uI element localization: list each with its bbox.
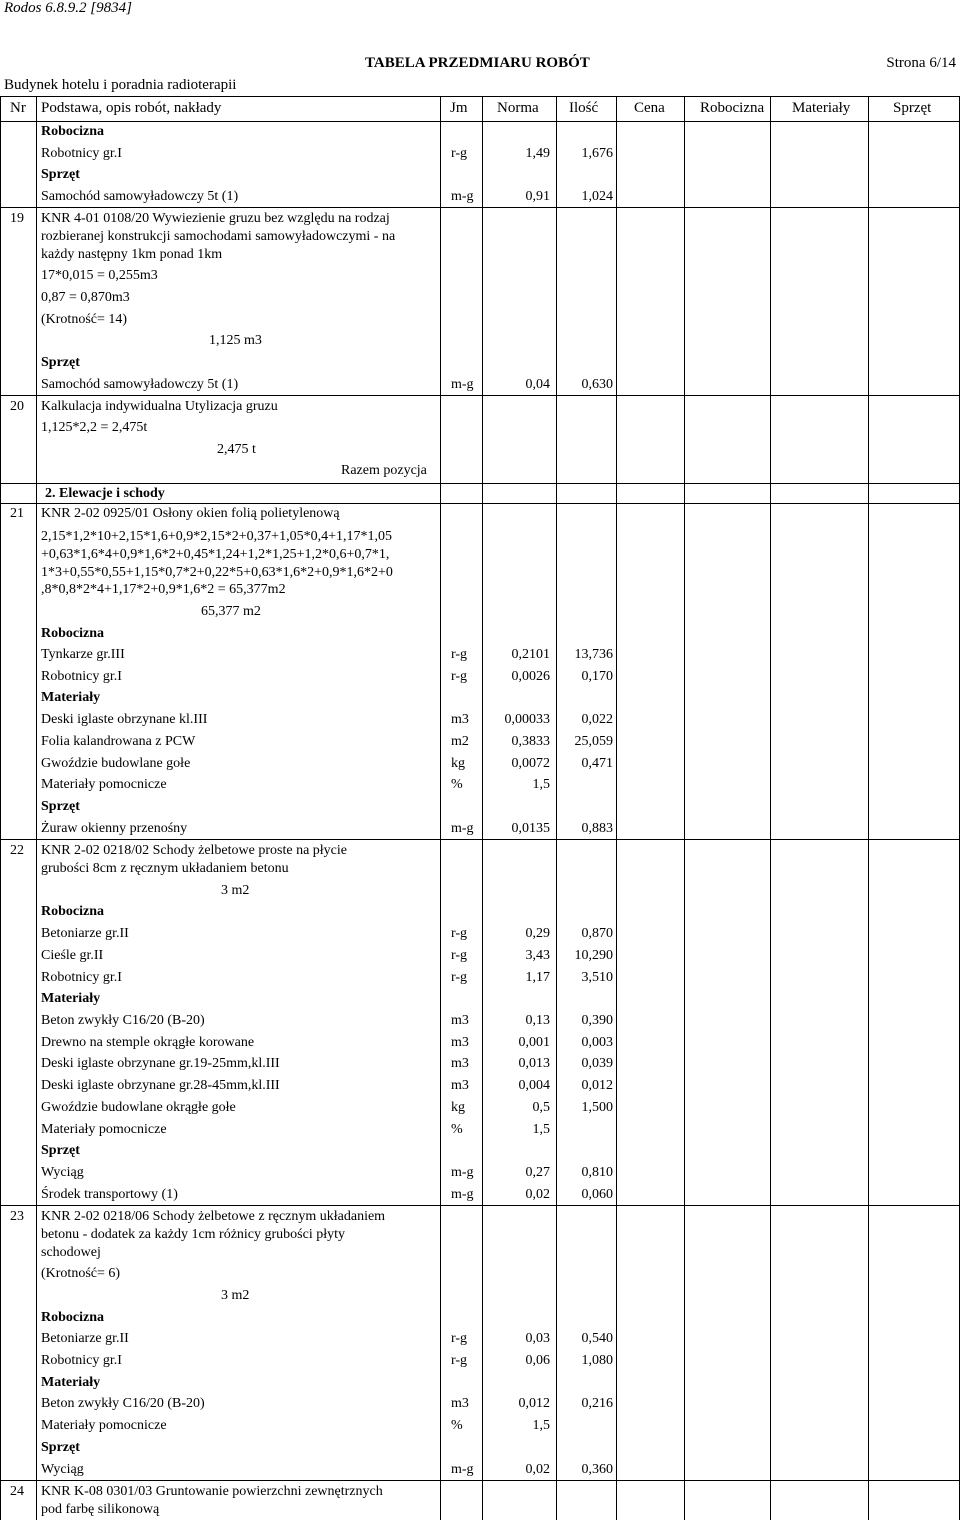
- row-norm: 0,012: [518, 1396, 550, 1411]
- section-label: Materiały: [41, 991, 101, 1006]
- row-norm: 0,2101: [511, 647, 550, 662]
- row-description: Wyciąg: [41, 1165, 84, 1180]
- row-description: schodowej: [41, 1245, 101, 1260]
- row-number: 19: [10, 211, 24, 226]
- row-norm: 0,02: [525, 1187, 550, 1202]
- row-description: Robotnicy gr.I: [41, 669, 122, 684]
- row-description: (Krotność= 6): [41, 1266, 121, 1281]
- col-description: Podstawa, opis robót, nakłady: [41, 100, 222, 116]
- row-description: Drewno na stemple okrągłe korowane: [41, 1035, 255, 1050]
- row-norm: 3,43: [525, 948, 550, 963]
- position-divider: [0, 395, 960, 396]
- row-quantity: 1,500: [581, 1100, 613, 1115]
- row-description: Robotnicy gr.I: [41, 146, 122, 161]
- row-norm: 0,29: [525, 926, 550, 941]
- row-number: 21: [10, 506, 24, 521]
- row-unit: m2: [451, 734, 469, 749]
- row-unit: r-g: [451, 647, 468, 662]
- document-title: TABELA PRZEDMIARU ROBÓT: [365, 55, 590, 71]
- row-unit: %: [451, 1122, 463, 1137]
- col-materials: Materiały: [792, 100, 851, 116]
- section-label: Robocizna: [41, 1310, 104, 1325]
- column-divider: [440, 96, 441, 1520]
- row-norm: 0,06: [525, 1353, 550, 1368]
- row-unit: r-g: [451, 669, 468, 684]
- row-description: 17*0,015 = 0,255m3: [41, 268, 158, 283]
- row-norm: 0,27: [525, 1165, 550, 1180]
- row-unit: m3: [451, 1396, 469, 1411]
- row-divider: [0, 121, 960, 122]
- row-quantity: 0,390: [581, 1013, 613, 1028]
- section-label: Robocizna: [41, 124, 104, 139]
- position-divider: [0, 1480, 960, 1481]
- row-norm: 0,0135: [511, 821, 550, 836]
- row-norm: 0,00033: [504, 712, 550, 727]
- row-quantity: 0,810: [581, 1165, 613, 1180]
- row-description: 2,475 t: [217, 442, 256, 457]
- col-nr: Nr: [10, 100, 26, 116]
- row-description: 3 m2: [221, 1288, 250, 1303]
- row-unit: kg: [451, 756, 465, 771]
- row-norm: 0,013: [518, 1056, 550, 1071]
- row-description: KNR 4-01 0108/20 Wywiezienie gruzu bez względu na rodzaj: [41, 211, 390, 226]
- row-description: Żuraw okienny przenośny: [41, 821, 188, 836]
- row-description: Deski iglaste obrzynane gr.19-25mm,kl.III: [41, 1056, 280, 1071]
- section-label: Sprzęt: [41, 799, 80, 814]
- column-divider: [770, 96, 771, 1520]
- row-description: +0,63*1,6*4+0,9*1,6*2+0,45*1,24+1,2*1,25+1,2*0,6+0,7*1,: [41, 547, 390, 562]
- row-unit: %: [451, 777, 463, 792]
- column-divider: [36, 96, 37, 1520]
- row-description: Robotnicy gr.I: [41, 1353, 122, 1368]
- row-norm: 0,001: [518, 1035, 550, 1050]
- row-quantity: 0,471: [581, 756, 613, 771]
- row-unit: r-g: [451, 1331, 468, 1346]
- position-divider: [0, 1205, 960, 1206]
- row-unit: m-g: [451, 1462, 474, 1477]
- row-description: Samochód samowyładowczy 5t (1): [41, 189, 239, 204]
- row-quantity: 13,736: [574, 647, 613, 662]
- row-description: Gwoździe budowlane gołe: [41, 756, 191, 771]
- row-quantity: 0,540: [581, 1331, 613, 1346]
- table-header: [0, 95, 960, 121]
- row-description: Beton zwykły C16/20 (B-20): [41, 1013, 205, 1028]
- section-label: 2. Elewacje i schody: [45, 486, 165, 501]
- row-quantity: 0,630: [581, 377, 613, 392]
- page-number: Strona 6/14: [886, 55, 956, 71]
- row-quantity: 0,360: [581, 1462, 613, 1477]
- row-description: Razem pozycja: [341, 463, 427, 478]
- row-quantity: 0,170: [581, 669, 613, 684]
- row-description: Materiały pomocnicze: [41, 777, 167, 792]
- row-norm: 1,5: [532, 1418, 550, 1433]
- col-quantity: Ilość: [569, 100, 599, 116]
- row-description: betonu - dodatek za każdy 1cm różnicy grubości płyty: [41, 1227, 346, 1242]
- row-unit: m-g: [451, 377, 474, 392]
- row-description: 1,125*2,2 = 2,475t: [41, 420, 148, 435]
- row-description: Cieśle gr.II: [41, 948, 104, 963]
- row-quantity: 3,510: [581, 970, 613, 985]
- row-unit: r-g: [451, 1353, 468, 1368]
- row-unit: r-g: [451, 970, 468, 985]
- row-description: 0,87 = 0,870m3: [41, 290, 130, 305]
- row-description: 65,377 m2: [201, 604, 261, 619]
- row-norm: 1,17: [525, 970, 550, 985]
- row-description: KNR 2-02 0218/02 Schody żelbetowe proste na płycie: [41, 843, 347, 858]
- column-divider: [868, 96, 869, 1520]
- row-norm: 0,13: [525, 1013, 550, 1028]
- row-divider: [0, 96, 960, 97]
- row-norm: 0,04: [525, 377, 550, 392]
- row-quantity: 0,883: [581, 821, 613, 836]
- row-unit: r-g: [451, 926, 468, 941]
- row-description: 3 m2: [221, 883, 250, 898]
- row-description: Deski iglaste obrzynane gr.28-45mm,kl.III: [41, 1078, 280, 1093]
- row-description: Tynkarze gr.III: [41, 647, 125, 662]
- row-number: 20: [10, 399, 24, 414]
- section-label: Sprzęt: [41, 1440, 80, 1455]
- row-norm: 1,49: [525, 146, 550, 161]
- row-description: Betoniarze gr.II: [41, 1331, 129, 1346]
- row-description: Kalkulacja indywidualna Utylizacja gruzu: [41, 399, 278, 414]
- row-description: 1,125 m3: [209, 333, 262, 348]
- row-description: Materiały pomocnicze: [41, 1418, 167, 1433]
- col-price: Cena: [634, 100, 665, 116]
- row-description: grubości 8cm z ręcznym układaniem betonu: [41, 861, 289, 876]
- row-unit: m3: [451, 1013, 469, 1028]
- row-description: KNR 2-02 0925/01 Osłony okien folią polietylenową: [41, 506, 340, 521]
- row-description: pod farbę silikonową: [41, 1502, 160, 1517]
- row-description: Wyciąg: [41, 1462, 84, 1477]
- section-label: Materiały: [41, 1375, 101, 1390]
- row-number: 22: [10, 843, 24, 858]
- row-quantity: 25,059: [574, 734, 613, 749]
- row-norm: 0,03: [525, 1331, 550, 1346]
- row-unit: m3: [451, 1056, 469, 1071]
- section-label: Sprzęt: [41, 355, 80, 370]
- row-norm: 0,3833: [511, 734, 550, 749]
- row-norm: 0,004: [518, 1078, 550, 1093]
- row-norm: 1,5: [532, 777, 550, 792]
- row-quantity: 0,060: [581, 1187, 613, 1202]
- row-unit: m3: [451, 712, 469, 727]
- column-divider: [616, 96, 617, 1520]
- row-description: (Krotność= 14): [41, 312, 128, 327]
- col-unit: Jm: [450, 100, 468, 116]
- row-description: 2,15*1,2*10+2,15*1,6+0,9*2,15*2+0,37+1,05*0,4+1,17*1,05: [41, 529, 392, 544]
- col-labour: Robocizna: [700, 100, 765, 116]
- column-divider: [684, 96, 685, 1520]
- row-unit: %: [451, 1418, 463, 1433]
- row-norm: 0,5: [532, 1100, 550, 1115]
- row-norm: 0,91: [525, 189, 550, 204]
- row-description: KNR 2-02 0218/06 Schody żelbetowe z ręcznym układaniem: [41, 1209, 386, 1224]
- row-unit: m3: [451, 1035, 469, 1050]
- column-divider: [556, 96, 557, 1520]
- section-label: Sprzęt: [41, 1143, 80, 1158]
- row-quantity: 0,022: [581, 712, 613, 727]
- row-description: rozbieranej konstrukcji samochodami samowyładowczymi - na: [41, 229, 396, 244]
- row-unit: r-g: [451, 146, 468, 161]
- row-description: Środek transportowy (1): [41, 1187, 178, 1202]
- row-quantity: 10,290: [574, 948, 613, 963]
- row-description: KNR K-08 0301/03 Gruntowanie powierzchni zewnętrznych: [41, 1484, 383, 1499]
- row-unit: kg: [451, 1100, 465, 1115]
- position-divider: [0, 483, 960, 484]
- row-unit: m-g: [451, 1165, 474, 1180]
- section-label: Robocizna: [41, 904, 104, 919]
- row-description: 1*3+0,55*0,55+1,15*0,7*2+0,22*5+0,63*1,6*2+0,9*1,6*2+0: [41, 565, 393, 580]
- col-norm: Norma: [497, 100, 539, 116]
- row-unit: m-g: [451, 189, 474, 204]
- row-norm: 0,0026: [511, 669, 550, 684]
- row-description: Beton zwykły C16/20 (B-20): [41, 1396, 205, 1411]
- row-description: Gwoździe budowlane okrągłe gołe: [41, 1100, 236, 1115]
- row-description: Deski iglaste obrzynane kl.III: [41, 712, 208, 727]
- row-quantity: 0,003: [581, 1035, 613, 1050]
- building-name: Budynek hotelu i poradnia radioterapii: [4, 77, 237, 93]
- row-description: Materiały pomocnicze: [41, 1122, 167, 1137]
- column-divider: [0, 96, 1, 1520]
- row-norm: 0,02: [525, 1462, 550, 1477]
- position-divider: [0, 503, 960, 504]
- row-quantity: 1,024: [581, 189, 613, 204]
- row-unit: m-g: [451, 1187, 474, 1202]
- row-number: 23: [10, 1209, 24, 1224]
- row-norm: 0,0072: [511, 756, 550, 771]
- section-label: Robocizna: [41, 626, 104, 641]
- position-divider: [0, 207, 960, 208]
- position-divider: [0, 839, 960, 840]
- row-unit: r-g: [451, 948, 468, 963]
- row-description: Samochód samowyładowczy 5t (1): [41, 377, 239, 392]
- row-quantity: 0,012: [581, 1078, 613, 1093]
- row-number: 24: [10, 1484, 24, 1499]
- row-norm: 1,5: [532, 1122, 550, 1137]
- column-divider: [482, 96, 483, 1520]
- section-label: Materiały: [41, 690, 101, 705]
- row-description: Robotnicy gr.I: [41, 970, 122, 985]
- row-quantity: 0,870: [581, 926, 613, 941]
- row-unit: m-g: [451, 821, 474, 836]
- app-version: Rodos 6.8.9.2 [9834]: [4, 0, 132, 16]
- row-description: ,8*0,8*2*4+1,17*2+0,9*1,6*2 = 65,377m2: [41, 582, 286, 597]
- row-description: Betoniarze gr.II: [41, 926, 129, 941]
- row-description: każdy następny 1km ponad 1km: [41, 247, 223, 262]
- section-label: Sprzęt: [41, 167, 80, 182]
- row-description: Folia kalandrowana z PCW: [41, 734, 196, 749]
- row-quantity: 1,676: [581, 146, 613, 161]
- row-quantity: 0,216: [581, 1396, 613, 1411]
- row-unit: m3: [451, 1078, 469, 1093]
- col-equipment: Sprzęt: [893, 100, 932, 116]
- row-quantity: 0,039: [581, 1056, 613, 1071]
- row-quantity: 1,080: [581, 1353, 613, 1368]
